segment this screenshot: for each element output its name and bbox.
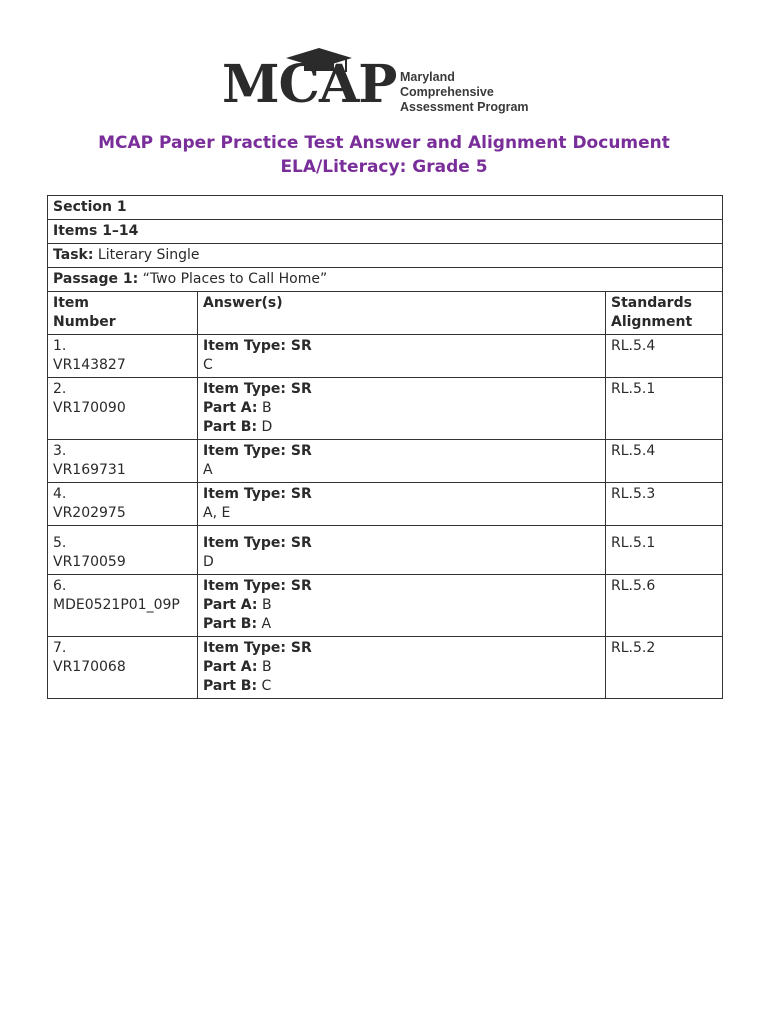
answer-cell: Item Type: SR A, E (198, 483, 606, 526)
standard-cell: RL.5.4 (606, 335, 723, 378)
answer-alignment-table (47, 195, 723, 699)
table-row (48, 637, 723, 699)
passage-row (48, 268, 723, 292)
item-number-cell: 6. MDE0521P01_09P (48, 575, 198, 637)
table-row (48, 440, 723, 483)
task-value: Literary Single (97, 247, 200, 263)
item-number-cell: 1. VR143827 (48, 335, 198, 378)
table-row (48, 526, 723, 575)
answer-cell: Item Type: SR A (198, 440, 606, 483)
logo-tagline-line1: Maryland Comprehensive (400, 70, 494, 99)
standard-cell: RL.5.3 (606, 483, 723, 526)
item-number-cell: 3. VR169731 (48, 440, 198, 483)
logo-wordmark: MCAP (222, 54, 397, 115)
standard-cell: RL.5.1 (606, 526, 723, 575)
standard-cell: RL.5.2 (606, 637, 723, 699)
task-label: Task: (53, 247, 94, 263)
column-header-answers: Answer(s) (198, 292, 606, 335)
answer-cell: Item Type: SR Part A: B Part B: A (198, 575, 606, 637)
item-number-cell: 5. VR170059 (48, 526, 198, 575)
section-label: Section 1 (48, 196, 723, 220)
item-number-cell: 2. VR170090 (48, 378, 198, 440)
passage-value: “Two Places to Call Home” (142, 271, 328, 287)
document-subtitle: ELA/Literacy: Grade 5 (280, 157, 488, 177)
items-label: Items 1–14 (48, 220, 723, 244)
logo-tagline (400, 70, 552, 115)
table-row (48, 335, 723, 378)
task-row (48, 244, 723, 268)
logo-tagline-line2: Assessment Program (400, 100, 529, 114)
mcap-logo (222, 46, 552, 115)
document-title: MCAP Paper Practice Test Answer and Alignment Document (98, 133, 670, 153)
passage-label: Passage 1: (53, 271, 139, 287)
standard-cell: RL.5.4 (606, 440, 723, 483)
table-row (48, 575, 723, 637)
answer-cell: Item Type: SR C (198, 335, 606, 378)
answer-cell: Item Type: SR D (198, 526, 606, 575)
table-row (48, 378, 723, 440)
item-number-cell: 4. VR202975 (48, 483, 198, 526)
standard-cell: RL.5.6 (606, 575, 723, 637)
column-header-item: Item Number (48, 292, 198, 335)
column-header-standards: Standards Alignment (606, 292, 723, 335)
table-row (48, 483, 723, 526)
answer-cell: Item Type: SR Part A: B Part B: D (198, 378, 606, 440)
standard-cell: RL.5.1 (606, 378, 723, 440)
item-number-cell: 7. VR170068 (48, 637, 198, 699)
answer-cell: Item Type: SR Part A: B Part B: C (198, 637, 606, 699)
